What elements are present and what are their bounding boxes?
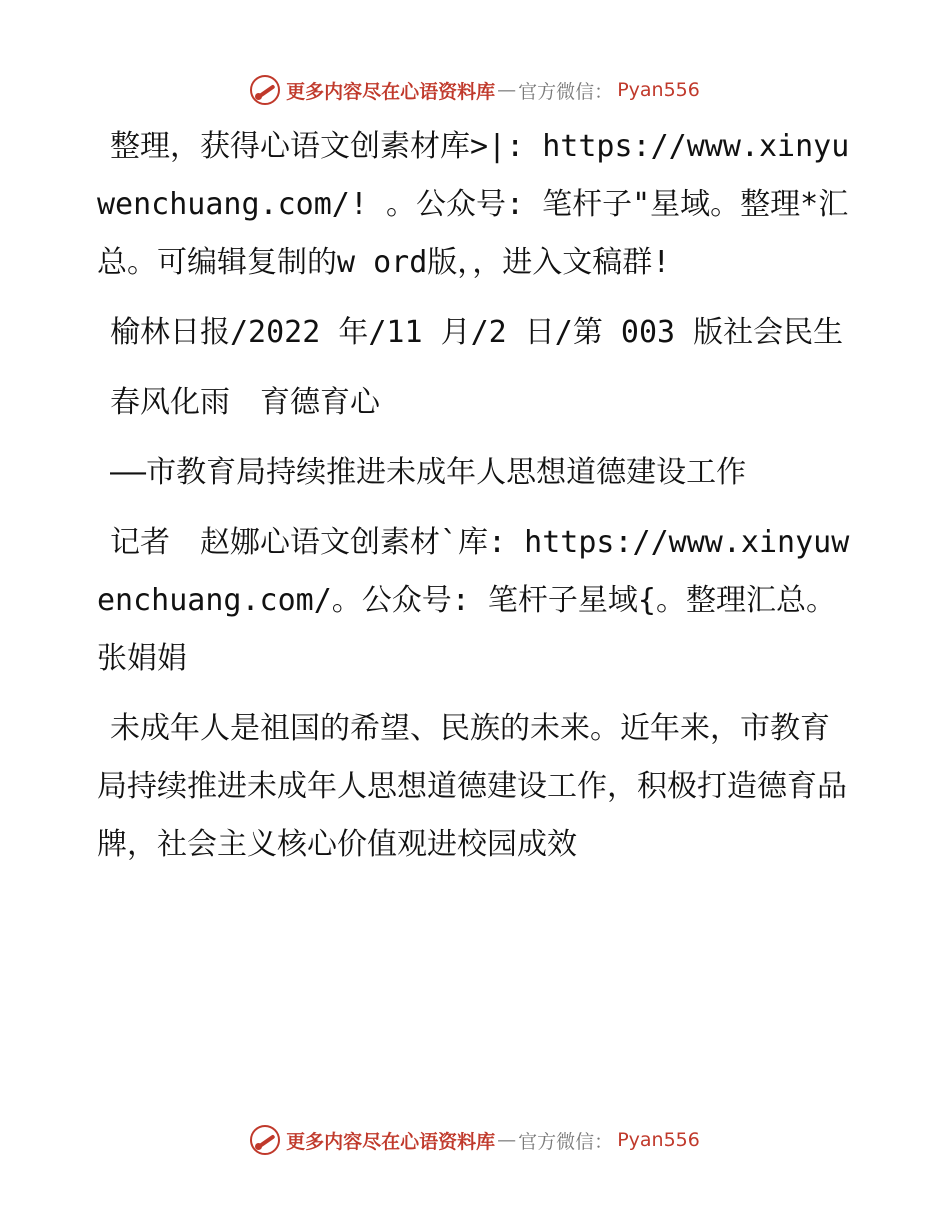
banner-site-text: 更多内容尽在心语资料库 bbox=[286, 80, 496, 103]
byline: 记者 赵娜心语文创素材`库: https://www.xinyuwenchuang.com/。公众号: 笔杆子星域{。整理汇总。 张娟娟 bbox=[97, 525, 851, 676]
banner-wechat-id: Pyan556 bbox=[617, 1129, 700, 1151]
pen-logo-icon bbox=[250, 1125, 280, 1155]
banner-site-text: 更多内容尽在心语资料库 bbox=[286, 1130, 496, 1153]
banner-separator: — bbox=[497, 79, 517, 101]
banner-separator: — bbox=[497, 1129, 517, 1151]
article-subtitle: ——市教育局持续推进未成年人思想道德建设工作 bbox=[110, 455, 747, 490]
banner-official-label: 官方微信： bbox=[518, 80, 614, 103]
banner-official-label: 官方微信： bbox=[518, 1130, 614, 1153]
pen-logo-icon bbox=[250, 75, 280, 105]
source-line: 榆林日报/2022 年/11 月/2 日/第 003 版社会民生 bbox=[110, 315, 844, 350]
body-paragraph: 未成年人是祖国的希望、民族的未来。近年来，市教育局持续推进未成年人思想道德建设工作，积极打造德育品牌，社会主义核心价值观进校园成效 bbox=[97, 711, 847, 862]
footer-watermark-banner bbox=[0, 1120, 950, 1160]
intro-paragraph: 整理，获得心语文创素材库>|: https://www.xinyuwenchuang.com/! 。公众号: 笔杆子"星域。整理*汇总。可编辑复制的w ord版，，进入文稿群! bbox=[97, 129, 850, 280]
document-body bbox=[97, 118, 857, 886]
article-title: 春风化雨 育德育心 bbox=[110, 385, 380, 420]
banner-wechat-id: Pyan556 bbox=[617, 79, 700, 101]
header-watermark-banner bbox=[0, 70, 950, 110]
